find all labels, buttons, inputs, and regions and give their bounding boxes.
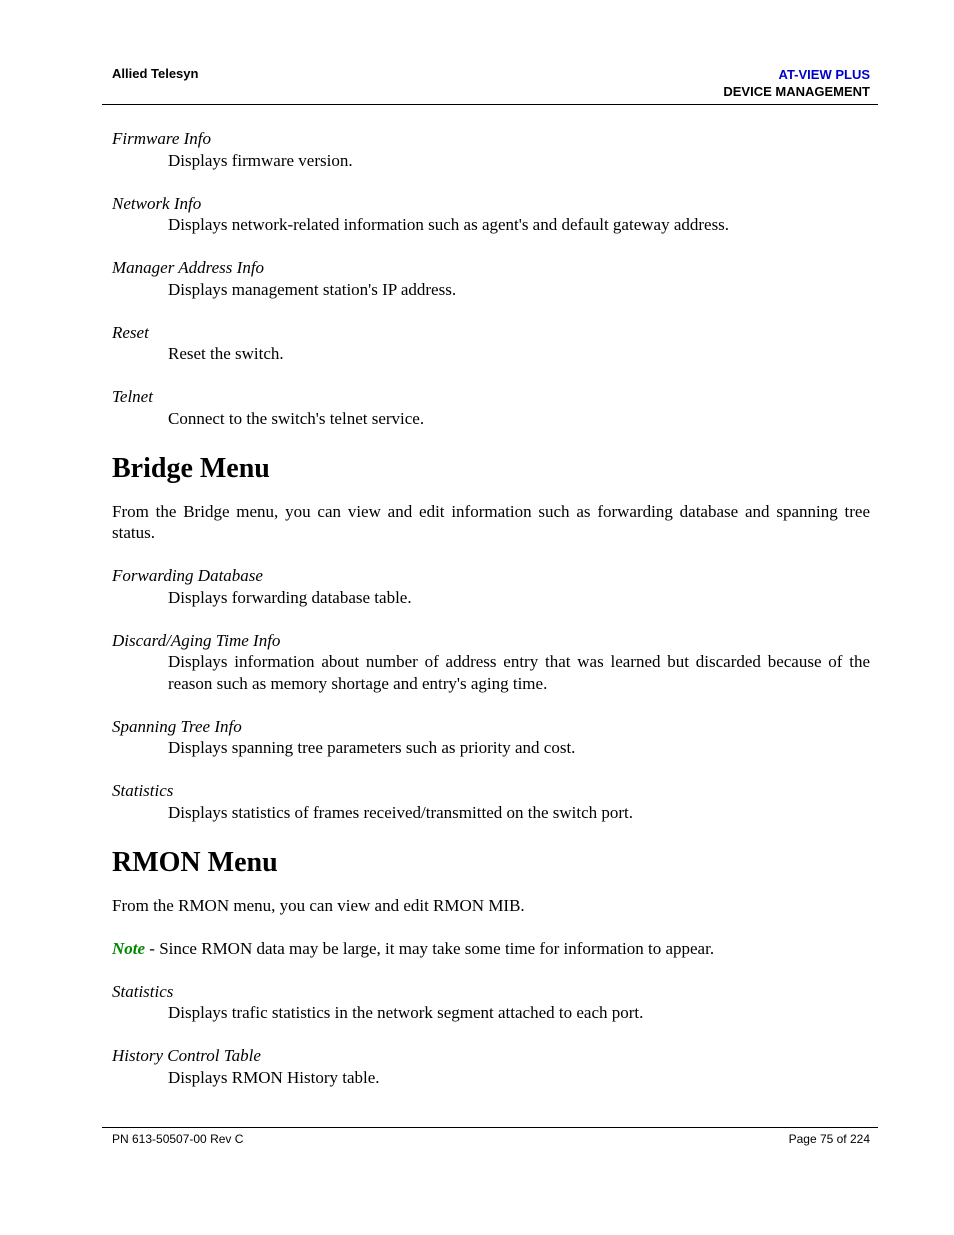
description: Displays firmware version.	[168, 150, 353, 170]
note-label: Note	[112, 938, 146, 958]
term: Statistics	[112, 981, 174, 1001]
note-paragraph	[112, 938, 870, 960]
term: Reset	[112, 322, 149, 342]
note-text: - Since RMON data may be large, it may take some time for information to appear.	[145, 938, 715, 958]
footer-page-number: Page 75 of 224	[788, 1132, 870, 1146]
header-title-block	[723, 66, 870, 100]
description: Displays forwarding database table.	[168, 587, 412, 607]
term: History Control Table	[112, 1046, 261, 1065]
description: Connect to the switch's telnet service.	[168, 408, 425, 428]
header-section: DEVICE MANAGEMENT	[723, 84, 870, 99]
term: Firmware Info	[112, 129, 212, 148]
header-rule	[102, 104, 878, 105]
term: Network Info	[112, 193, 202, 213]
description: Reset the switch.	[168, 344, 284, 363]
section-heading-rmon: RMON Menu	[112, 846, 278, 878]
description: Displays management station's IP address.	[168, 279, 457, 299]
description: Displays information about number of address entry that was learned but discarded because of the reason such as memory shortage and entry's aging time.	[168, 652, 870, 693]
term: Spanning Tree Info	[112, 716, 242, 736]
description: Displays trafic statistics in the network segment attached to each port.	[168, 1003, 644, 1022]
section-heading-bridge: Bridge Menu	[112, 452, 270, 484]
term: Discard/Aging Time Info	[112, 630, 281, 650]
section-paragraph: From the RMON menu, you can view and edit RMON MIB.	[112, 895, 525, 915]
description: Displays network-related information such as agent's and default gateway address.	[168, 215, 730, 234]
description: Displays statistics of frames received/transmitted on the switch port.	[168, 802, 634, 822]
header-company: Allied Telesyn	[112, 66, 199, 81]
page-content	[112, 128, 870, 1110]
description: Displays spanning tree parameters such as priority and cost.	[168, 738, 576, 757]
term: Manager Address Info	[112, 258, 265, 277]
footer-rule	[102, 1127, 878, 1128]
section-paragraph: From the Bridge menu, you can view and edit information such as forwarding database and spanning tree status.	[112, 501, 870, 542]
term: Statistics	[112, 781, 174, 800]
term: Forwarding Database	[112, 566, 263, 585]
footer-part-number: PN 613-50507-00 Rev C	[112, 1132, 244, 1146]
description: Displays RMON History table.	[168, 1067, 380, 1087]
header-product: AT-VIEW PLUS	[778, 67, 870, 82]
term: Telnet	[112, 387, 153, 406]
